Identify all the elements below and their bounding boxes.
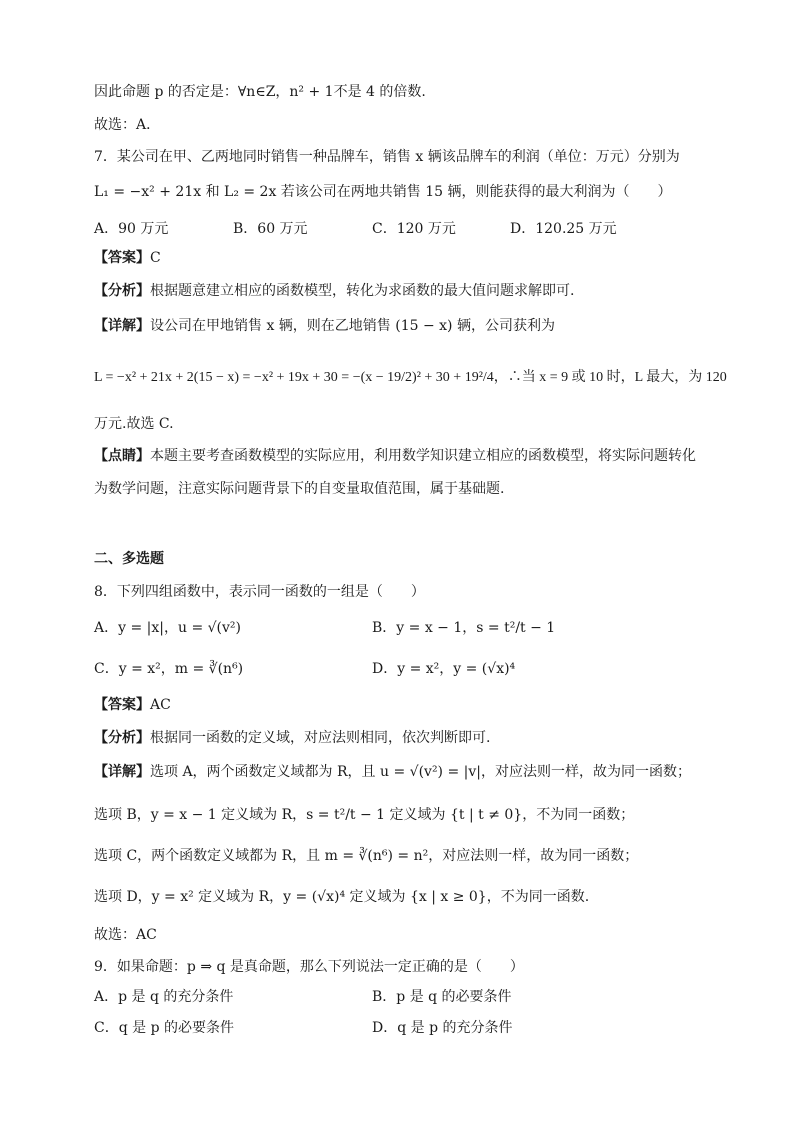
answer-tag: 【答案】 [94, 250, 150, 266]
q8-choice: 故选：AC [94, 927, 157, 943]
q7-comment-2: 为数学问题，注意实际问题背景下的自变量取值范围，属于基础题. [94, 481, 505, 497]
q8-option-c: C．y = x²，m = ∛(n⁶) [94, 661, 244, 677]
detail-text: 选项 A，两个函数定义域都为 R，且 u = √(v²) = |v|，对应法则一样，故为同一函数； [150, 764, 691, 780]
answer-text: AC [150, 697, 171, 713]
q8-option-d: D．y = x²，y = (√x)⁴ [372, 661, 516, 677]
q8-detail [94, 762, 691, 782]
comment-text: 本题主要考查函数模型的实际应用，利用数学知识建立相应的函数模型，将实际问题转化 [150, 448, 696, 464]
q8-detail-c: 选项 C，两个函数定义域都为 R，且 m = ∛(n⁶) = n²，对应法则一样，故为同一函数； [94, 848, 639, 864]
q7-comment [94, 446, 696, 466]
section-heading: 二、多选题 [94, 551, 164, 567]
comment-tag: 【点睛】 [94, 448, 150, 464]
question-7-stem-2: L₁ = −x² + 21x 和 L₂ = 2x 若该公司在两地共销售 15 辆，则能获得的最大利润为（ ） [94, 184, 672, 200]
q7-option-c: C．120 万元 [372, 221, 456, 237]
detail-tag: 【详解】 [94, 764, 150, 780]
analysis-tag: 【分析】 [94, 283, 150, 299]
q8-option-a: A．y = |x|，u = √(v²) [94, 620, 241, 636]
q7-answer [94, 248, 161, 268]
q7-option-a: A．90 万元 [94, 221, 169, 237]
q8-option-b: B．y = x − 1，s = t²/t − 1 [372, 620, 556, 636]
analysis-tag: 【分析】 [94, 730, 150, 746]
answer-tag: 【答案】 [94, 697, 150, 713]
q7-option-d: D．120.25 万元 [510, 221, 617, 237]
q9-option-a: A．p 是 q 的充分条件 [94, 989, 234, 1005]
detail-text: 设公司在甲地销售 x 辆，则在乙地销售 (15 − x) 辆，公司获利为 [150, 318, 555, 334]
line-negation: 因此命题 p 的否定是：∀n∈Z，n² + 1不是 4 的倍数. [94, 84, 426, 100]
q8-answer [94, 695, 171, 715]
question-8-stem: 8．下列四组函数中，表示同一函数的一组是（ ） [94, 584, 425, 600]
detail-tag: 【详解】 [94, 318, 150, 334]
analysis-text: 根据同一函数的定义域，对应法则相同，依次判断即可. [150, 730, 491, 746]
answer-text: C [150, 250, 161, 266]
q7-analysis [94, 281, 574, 301]
q7-option-b: B．60 万元 [233, 221, 308, 237]
q9-option-b: B．p 是 q 的必要条件 [372, 989, 512, 1005]
q7-detail [94, 316, 555, 336]
q9-option-c: C．q 是 p 的必要条件 [94, 1020, 234, 1036]
q7-formula: L = −x² + 21x + 2(15 − x) = −x² + 19x + 30 = −(x − 19/2)² + 30 + 19²/4，∴当 x = 9 或 10 时，L 最大，为 120 [94, 370, 727, 385]
q9-option-d: D．q 是 p 的充分条件 [372, 1020, 513, 1036]
q8-detail-b: 选项 B，y = x − 1 定义域为 R，s = t²/t − 1 定义域为 {t | t ≠ 0}，不为同一函数； [94, 807, 635, 823]
line-choice-a: 故选：A． [94, 117, 161, 133]
question-7-stem: 7．某公司在甲、乙两地同时销售一种品牌车，销售 x 辆该品牌车的利润（单位：万元）分别为 [94, 149, 680, 165]
q8-analysis [94, 728, 490, 748]
q8-detail-d: 选项 D，y = x² 定义域为 R，y = (√x)⁴ 定义域为 {x | x ≥ 0}，不为同一函数. [94, 889, 590, 905]
analysis-text: 根据题意建立相应的函数模型，转化为求函数的最大值问题求解即可. [150, 283, 575, 299]
q7-conclusion: 万元.故选 C. [94, 416, 174, 432]
question-9-stem: 9．如果命题：p ⇒ q 是真命题，那么下列说法一定正确的是（ ） [94, 959, 524, 975]
